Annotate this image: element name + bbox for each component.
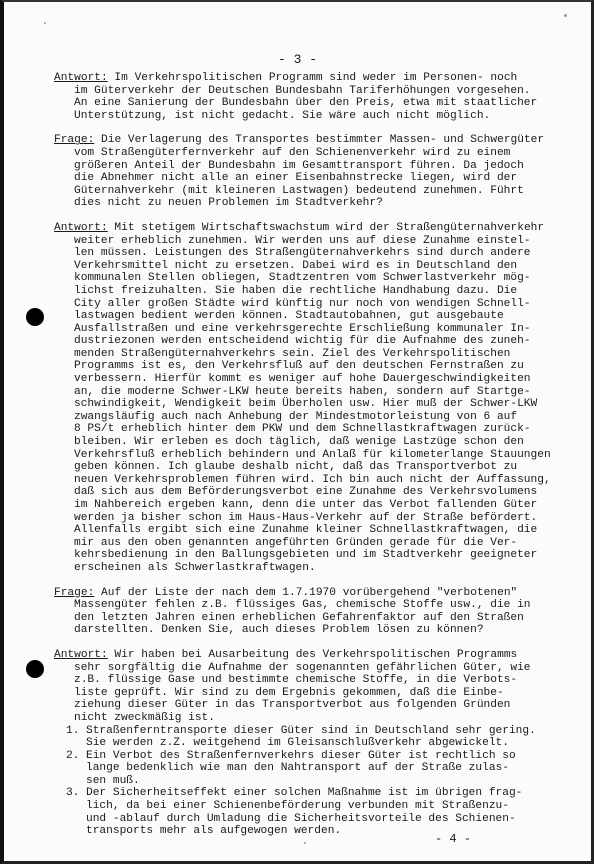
text-line: daß sich aus dem Beförderungsverbot eine Zunahme des Verkehrsvolumens xyxy=(74,486,538,499)
text-line: den letzten Jahren einen erheblichen Gefahrenfaktor auf den Straßen xyxy=(74,611,524,624)
text-line: 8 PS/t erheblich hinter dem PKW und dem Schnellastkraftwagen zurück- xyxy=(74,423,531,436)
item-text xyxy=(86,725,536,750)
item-text xyxy=(86,750,516,788)
text-line: werden ja bisher schon im Haus-Haus-Verkehr auf der Straße befördert. xyxy=(74,511,538,524)
text-line: transports mehr als aufgewogen werden. xyxy=(86,825,342,838)
text-line: Ausfallstraßen und eine verkehrsgerechte Erschließung kommunaler In- xyxy=(74,322,531,335)
text-line: darstellten. Denken Sie, auch dieses Problem lösen zu können? xyxy=(74,624,484,637)
text-line: len müssen. Leistungen des Straßengüternahverkehrs sind durch andere xyxy=(74,247,531,260)
text-line: verbessern. Hierfür kommt es weniger auf hohe Dauergeschwindigkeiten xyxy=(74,373,531,386)
item-number: 1. xyxy=(66,724,80,737)
text-line: die Abnehmer nicht alle an einer Eisenbahnstrecke liegen, wird der xyxy=(74,172,518,185)
punch-hole-mark xyxy=(26,308,44,326)
text-line: Güternahverkehr (mit kleineren Lastwagen) bedeutend zunehmen. Führt xyxy=(74,184,524,197)
text-line: ziehung dieser Güter in das Transportverbot aus folgenden Gründen xyxy=(74,699,511,712)
text-line: Massengüter fehlen z.B. flüssiges Gas, chemische Stoffe usw., die in xyxy=(74,599,531,612)
text-line: lastwagen bedient werden können. Stadtautobahnen, gut ausgebaute xyxy=(74,310,504,323)
text-line xyxy=(54,587,574,600)
text-line-content: Auf der Liste der nach dem 1.7.1970 vorübergehend "verbotenen" xyxy=(94,586,518,599)
text-line: An eine Sanierung der Bundesbahn über den Preis, etwa mit staatlicher xyxy=(74,97,538,110)
numbered-item xyxy=(66,750,574,788)
text-line xyxy=(54,222,574,235)
text-line: Unterstützung, ist nicht gedacht. Sie wäre auch nicht möglich. xyxy=(74,109,491,122)
qa-block xyxy=(54,222,574,575)
text-line: Allenfalls ergibt sich eine Zunahme kleiner Schnellastkraftwagen, die xyxy=(74,524,538,537)
text-line-content: Im Verkehrspolitischen Programm sind weder im Personen- noch xyxy=(107,72,518,84)
text-line: mir aus den oben genannten angeführten Gründen gerade für die Ver- xyxy=(74,536,518,549)
item-number: 2. xyxy=(66,749,80,762)
numbered-item xyxy=(66,725,574,750)
text-line: kehrsbedienung in den Ballungsgebieten und im Stadtverkehr geeigneter xyxy=(74,549,538,562)
text-line: Programms ist es, den Verkehrsfluß auf den deutschen Fernstraßen zu xyxy=(74,360,524,373)
text-line: sen muß. xyxy=(86,774,140,787)
qa-block xyxy=(54,134,574,210)
punch-hole-mark xyxy=(26,660,44,678)
text-line: weiter erheblich zunehmen. Wir werden uns auf diese Zunahme einstel- xyxy=(74,234,531,247)
text-line: an, die moderne Schwer-LKW heute bereits haben, sondern auf Startge- xyxy=(74,385,531,398)
scan-speckle xyxy=(44,22,46,24)
text-line: im Güterverkehr der Deutschen Bundesbahn Tariferhöhungen vorgesehen. xyxy=(74,84,531,97)
text-line: Verkehrsfluß erheblich behindern und Anlaß für kilometerlange Stauungen xyxy=(74,448,551,461)
text-line: City aller großen Städte wird künftig nur noch von wendigen Schnell- xyxy=(74,297,531,310)
text-line: dustriezonen werden entscheidend wichtig für die Aufnahme des zuneh- xyxy=(74,335,531,348)
text-line: erscheinen als Schwerlastkraftwagen. xyxy=(74,561,316,574)
speaker-label: Frage: xyxy=(54,586,95,599)
speaker-label: Antwort: xyxy=(54,221,108,234)
text-line: menden Straßengüternahverkehrs sein. Ziel des Verkehrspolitischen xyxy=(74,347,511,360)
scan-speckle xyxy=(564,14,567,17)
text-line: Sie werden z.Z. weitgehend im Gleisanschlußverkehr abgewickelt. xyxy=(86,737,509,750)
text-line: schwindigkeit, Wendigkeit beim Überholen usw. Hier muß der Schwer-LKW xyxy=(74,398,538,411)
text-line: neuen Verkehrsproblemen führen wird. Ich bin auch nicht der Auffassung, xyxy=(74,473,551,486)
text-line: und -ablauf durch Umladung die Sicherheitsvorteile des Schienen- xyxy=(86,812,516,825)
text-line: liste geprüft. Wir sind zu dem Ergebnis gekommen, daß die Einbe- xyxy=(74,686,504,699)
item-text xyxy=(86,787,522,837)
text-line: dies nicht zu neuen Problemen im Stadtverkehr? xyxy=(74,197,383,210)
page-number-top: - 3 - xyxy=(277,52,317,67)
text-line-content: Wir haben bei Ausarbeitung des Verkehrspolitischen Programms xyxy=(107,648,518,661)
speaker-label: Antwort: xyxy=(54,72,108,84)
speaker-label: Antwort: xyxy=(54,648,108,661)
numbered-item xyxy=(66,787,574,837)
text-line: im Nahbereich ergeben kann, denn die unter das Verbot fallenden Güter xyxy=(74,499,538,511)
text-line: Straßenferntransporte dieser Güter sind in Deutschland sehr gering. xyxy=(86,724,536,737)
text-line xyxy=(54,649,574,662)
document-body xyxy=(54,72,574,850)
text-line: nicht zweckmäßig ist. xyxy=(74,711,215,724)
text-line: Verkehrsmittel nicht zu ersetzen. Dabei wird es in Deutschland den xyxy=(74,259,518,272)
text-line-content: Die Verlagerung des Transportes bestimmter Massen- und Schwergüter xyxy=(94,134,545,147)
text-line: lich, da bei einer Schienenbeförderung verbunden mit Straßenzu- xyxy=(86,800,509,813)
item-number: 3. xyxy=(66,787,80,800)
text-line: zwangsläufig auch nach Anhebung der Mindestmotorleistung von 6 auf xyxy=(74,410,518,423)
speaker-label: Frage: xyxy=(54,134,95,147)
qa-block xyxy=(54,72,574,122)
page-number-bottom: - 4 - xyxy=(434,832,471,846)
text-line: kommunalen Stellen obliegen, Stadtzentren vom Schwerlastverkehr mög- xyxy=(74,272,531,285)
text-line: z.B. flüssige Gase und bestimmte chemische Stoffe, in die Verbots- xyxy=(74,674,518,687)
text-line: größeren Anteil der Bundesbahn im Gesamttransport führen. Da jedoch xyxy=(74,159,524,172)
text-line: vom Straßengüterfernverkehr auf den Schienenverkehr wird zu einem xyxy=(74,146,511,159)
text-line: lange bedenklich wie man den Nahtransport auf der Straße zulas- xyxy=(86,762,509,775)
text-line xyxy=(54,72,574,85)
text-line: Der Sicherheitseffekt einer solchen Maßnahme ist im übrigen frag- xyxy=(86,787,523,800)
text-line: geben können. Ich glaube deshalb nicht, daß das Transportverbot zu xyxy=(74,461,518,474)
text-line: Ein Verbot des Straßenfernverkehrs dieser Güter ist rechtlich so xyxy=(86,749,516,762)
qa-block xyxy=(54,649,574,838)
qa-block xyxy=(54,587,574,637)
text-line xyxy=(54,134,574,147)
text-line: lichst freizuhalten. Sie haben die rechtliche Handhabung dazu. Die xyxy=(74,284,518,297)
text-line: bleiben. Wir erleben es doch täglich, daß wenige Lastzüge schon den xyxy=(74,436,524,449)
text-line-content: Mit stetigem Wirtschaftswachstum wird der Straßengüternahverkehr xyxy=(107,221,545,234)
text-line: sehr sorgfältig die Aufnahme der sogenannten gefährlichen Güter, wie xyxy=(74,661,531,674)
